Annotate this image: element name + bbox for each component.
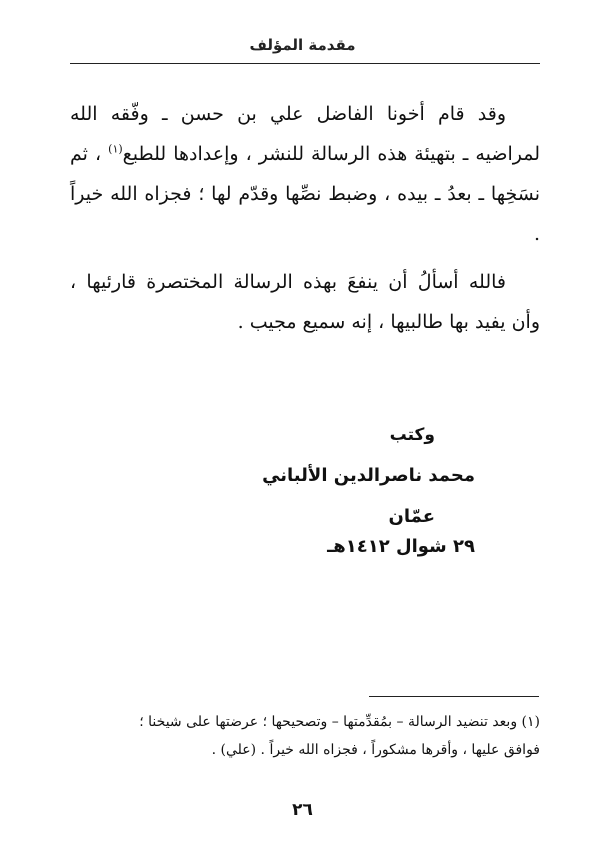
footnote-reference: (١) <box>108 142 123 156</box>
signature-block <box>175 420 475 562</box>
signature-label: وكتب <box>389 425 435 445</box>
footnote-line-2: فوافق عليها ، وأقرها مشكوراً ، فجزاه الله خيراً . (علي) . <box>211 742 540 758</box>
header-divider <box>70 63 540 64</box>
footnote-divider <box>369 696 539 697</box>
page-header-title: مقدمة المؤلف <box>249 36 356 54</box>
main-text <box>70 94 540 342</box>
author-name: محمد ناصرالدين الألباني <box>262 465 475 486</box>
paragraph-2: فالله أسألُ أن ينفعَ بهذه الرسالة المختصرة قارئيها ، وأن يفيد بها طالبيها ، إنه سميع مجيب . <box>70 271 540 333</box>
footnote-line-1: (١) وبعد تنضيد الرسالة – بمُقدِّمتها – وتصحيحها ؛ عرضتها على شيخنا ؛ <box>139 714 540 730</box>
signature-place: عمّان <box>388 506 435 527</box>
paragraph-1-part-a: وقد قام أخونا الفاضل علي بن حسن ـ وفّقه الله لمراضيه ـ بتهيئة هذه الرسالة للنشر ، وإعدادها للطبع <box>70 103 540 165</box>
footnote <box>60 708 540 764</box>
paragraph-1 <box>70 94 540 254</box>
signature-date: ٢٩ شوال ١٤١٢هـ <box>327 536 475 557</box>
page-number: ٢٦ <box>292 800 313 820</box>
paragraph-1-part-b: ، ثم نسَخِها ـ بعدُ ـ بيده ، وضبط نصِّها وقدّم لها ؛ فجزاه الله خيراً . <box>70 143 540 245</box>
